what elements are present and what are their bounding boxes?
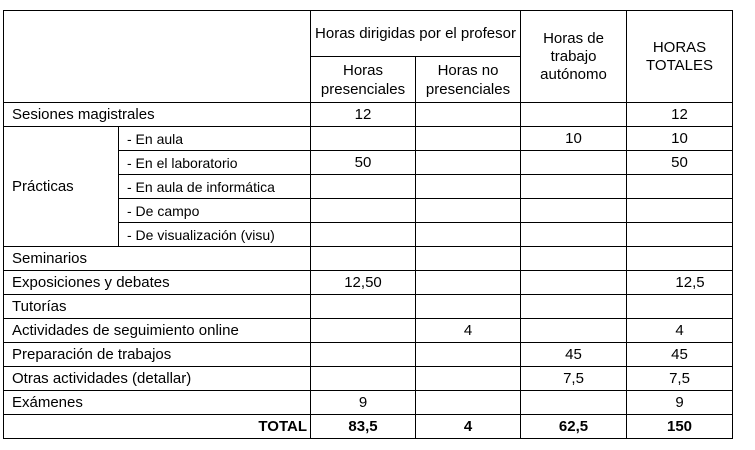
cell-presenciales: 12,50	[311, 271, 416, 295]
header-no-presenciales: Horas no presenciales	[416, 57, 521, 103]
cell-no-presenciales	[416, 127, 521, 151]
cell-total	[627, 223, 733, 247]
cell-no-presenciales	[416, 271, 521, 295]
cell-no-presenciales	[416, 343, 521, 367]
table-row	[4, 271, 733, 295]
cell-total	[627, 295, 733, 319]
cell-no-presenciales	[416, 223, 521, 247]
row-label: - En el laboratorio	[119, 151, 311, 175]
cell-presenciales: 50	[311, 151, 416, 175]
table-row	[4, 367, 733, 391]
table-row	[4, 319, 733, 343]
row-label: - De campo	[119, 199, 311, 223]
cell-no-presenciales	[416, 103, 521, 127]
cell-no-presenciales: 4	[416, 319, 521, 343]
cell-total: 4	[627, 319, 733, 343]
cell-presenciales	[311, 223, 416, 247]
cell-presenciales	[311, 247, 416, 271]
cell-presenciales	[311, 199, 416, 223]
total-autonomo: 62,5	[521, 415, 627, 439]
cell-no-presenciales	[416, 247, 521, 271]
cell-autonomo	[521, 295, 627, 319]
row-label: Preparación de trabajos	[4, 343, 311, 367]
cell-total: 45	[627, 343, 733, 367]
cell-autonomo	[521, 319, 627, 343]
total-presenciales: 83,5	[311, 415, 416, 439]
total-no-presenciales: 4	[416, 415, 521, 439]
hours-table	[3, 10, 733, 439]
cell-total: 12	[627, 103, 733, 127]
table-row	[4, 343, 733, 367]
header-dirigidas: Horas dirigidas por el profesor	[311, 11, 521, 57]
total-label: TOTAL	[4, 415, 311, 439]
cell-autonomo: 7,5	[521, 367, 627, 391]
total-horas: 150	[627, 415, 733, 439]
cell-no-presenciales	[416, 367, 521, 391]
cell-no-presenciales	[416, 391, 521, 415]
cell-no-presenciales	[416, 199, 521, 223]
cell-presenciales	[311, 127, 416, 151]
table-row	[4, 391, 733, 415]
row-label: Sesiones magistrales	[4, 103, 311, 127]
row-label: Exámenes	[4, 391, 311, 415]
header-autonomo: Horas de trabajo autónomo	[521, 11, 627, 103]
header-presenciales: Horas presenciales	[311, 57, 416, 103]
header-empty-cell	[4, 11, 311, 103]
cell-presenciales	[311, 343, 416, 367]
cell-autonomo	[521, 391, 627, 415]
cell-total	[627, 175, 733, 199]
cell-total	[627, 199, 733, 223]
cell-presenciales: 12	[311, 103, 416, 127]
table-row	[4, 103, 733, 127]
table-row	[4, 247, 733, 271]
row-label: Otras actividades (detallar)	[4, 367, 311, 391]
cell-no-presenciales	[416, 151, 521, 175]
cell-autonomo: 10	[521, 127, 627, 151]
cell-no-presenciales	[416, 175, 521, 199]
cell-total: 9	[627, 391, 733, 415]
row-label: Exposiciones y debates	[4, 271, 311, 295]
cell-presenciales	[311, 319, 416, 343]
cell-total: 10	[627, 127, 733, 151]
total-row	[4, 415, 733, 439]
cell-total	[627, 247, 733, 271]
practicas-label: Prácticas	[4, 127, 119, 247]
row-label: Actividades de seguimiento online	[4, 319, 311, 343]
cell-total: 7,5	[627, 367, 733, 391]
row-label: - En aula de informática	[119, 175, 311, 199]
cell-presenciales	[311, 367, 416, 391]
cell-presenciales	[311, 295, 416, 319]
table-row	[4, 295, 733, 319]
cell-no-presenciales	[416, 295, 521, 319]
table-row	[4, 127, 733, 151]
cell-total: 50	[627, 151, 733, 175]
cell-total: 12,5	[627, 271, 733, 295]
cell-autonomo	[521, 271, 627, 295]
cell-presenciales	[311, 175, 416, 199]
cell-presenciales: 9	[311, 391, 416, 415]
header-totales: HORAS TOTALES	[627, 11, 733, 103]
cell-autonomo	[521, 103, 627, 127]
row-label: Seminarios	[4, 247, 311, 271]
row-label: Tutorías	[4, 295, 311, 319]
cell-autonomo: 45	[521, 343, 627, 367]
cell-autonomo	[521, 199, 627, 223]
cell-autonomo	[521, 223, 627, 247]
cell-autonomo	[521, 175, 627, 199]
row-label: - De visualización (visu)	[119, 223, 311, 247]
row-label: - En aula	[119, 127, 311, 151]
cell-autonomo	[521, 247, 627, 271]
cell-autonomo	[521, 151, 627, 175]
